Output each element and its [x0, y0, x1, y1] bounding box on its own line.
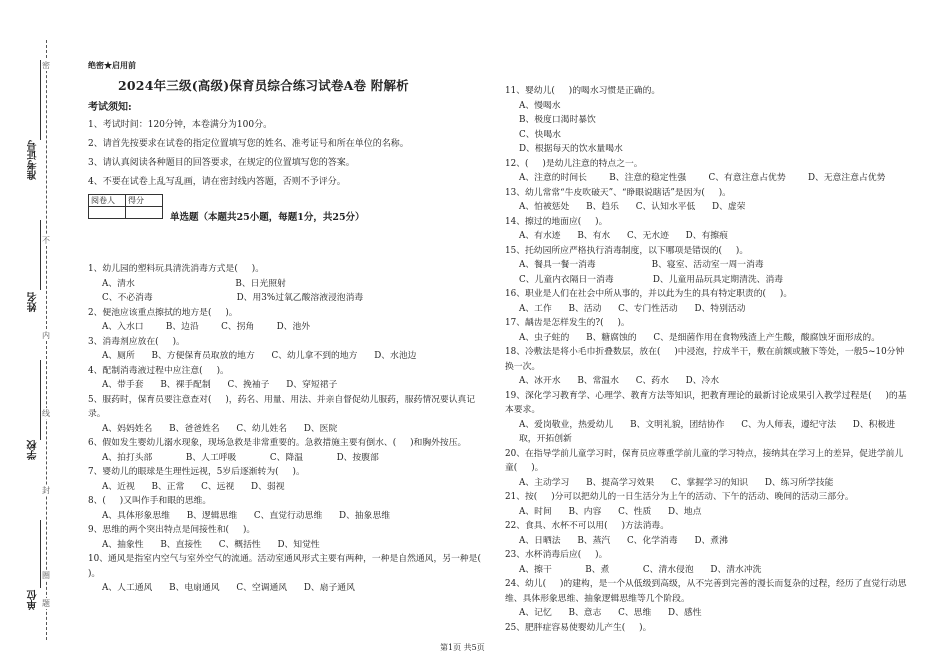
seal-char: 不	[42, 236, 50, 245]
question-options: A、记忆 B、意志 C、思维 D、感性	[519, 608, 702, 618]
score-blank[interactable]	[126, 207, 163, 219]
question-text: 8、( )又叫作手和眼的思维。	[88, 496, 212, 506]
question-options: A、清水 B、日光照射	[102, 278, 286, 289]
name-label: 姓名	[28, 292, 39, 312]
question-options: A、怕被惩处 B、趋乐 C、认知水平低 D、虚荣	[519, 202, 746, 212]
question-options: A、餐具一餐一消毒 B、寝室、活动室一周一消毒	[519, 260, 764, 270]
question-options: A、具体形象思维 B、逻辑思维 C、直觉行动思维 D、抽象思维	[102, 510, 391, 521]
question-text: 17、龋齿是怎样发生的?( )。	[505, 318, 630, 328]
question-options: A、抽象性 B、直接性 C、概括性 D、知觉性	[102, 539, 320, 550]
left-question-column	[88, 262, 495, 596]
question-options: A、时间 B、内容 C、性质 D、地点	[519, 506, 702, 517]
notice-item: 4、不要在试卷上乱写乱画，请在密封线内答题，否则不予评分。	[88, 177, 346, 187]
question-text: 4、配制消毒液过程中应注意( )。	[88, 365, 229, 376]
notice-item: 3、请认真阅读各种题目的回答要求，在规定的位置填写您的答案。	[88, 158, 355, 168]
school-label: 学校	[28, 440, 39, 460]
question-text: 10、通风是指室内空气与室外空气的流通。活动室通风形式主要有两种，一种是自然通风，另一种是( )。	[88, 554, 495, 579]
question-text: 2、便池应该重点擦拭的地方是( )。	[88, 307, 238, 318]
question-options: A、冰开水 B、常温水 C、药水 D、冷水	[519, 376, 720, 386]
question-options: A、近视 B、正常 C、远视 D、弱视	[102, 481, 285, 492]
question-options: A、工作 B、活动 C、专门性活动 D、特别活动	[519, 303, 746, 314]
question-options: A、人工通风 B、电扇通风 C、空调通风 D、扇子通风	[102, 583, 355, 593]
page-footer: 第1页 共5页	[440, 643, 485, 652]
seal-char: 封	[42, 486, 50, 495]
question-options: A、拍打头部 B、人工呼吸 C、降温 D、按腹部	[102, 452, 379, 463]
question-options: A、虫子蛀的 B、糖腐蚀的 C、是细菌作用在食物残渣上产生酸，酸腐蚀牙面形成的。	[519, 332, 880, 343]
score-table	[88, 194, 163, 219]
unit-line	[40, 520, 41, 588]
secret-mark: 绝密★启用前	[88, 60, 136, 70]
score-cell: 得分	[126, 195, 163, 207]
question-options: A、慢喝水	[519, 100, 561, 111]
grader-blank[interactable]	[89, 207, 126, 219]
question-text: 25、肥胖症容易使婴幼儿产生( )。	[505, 622, 652, 633]
unit-label: 单位	[28, 590, 39, 610]
notice-item: 1、考试时间：120分钟，本卷满分为100分。	[88, 120, 273, 130]
notice-heading: 考试须知:	[88, 102, 132, 113]
question-text: 1、幼儿园的塑料玩具清洗消毒方式是( )。	[88, 264, 264, 274]
question-text: 13、幼儿常常“牛皮吹破天”、“睁眼说瞎话”是因为( )。	[505, 187, 731, 198]
question-options: A、注意的时间长 B、注意的稳定性强 C、有意注意占优势 D、无意注意占优势	[519, 173, 886, 183]
question-text: 20、在指导学前儿童学习时，保育员应尊重学前儿童的学习特点，接纳其在学习上的差异，促进学前儿童( )。	[505, 448, 904, 473]
seal-char: 题	[42, 599, 50, 608]
section-heading: 单选题（本题共25小题，每题1分，共25分）	[170, 212, 365, 223]
question-options: A、有水迹 B、有水 C、无水迹 D、有擦痕	[519, 231, 728, 241]
question-text: 3、消毒剂应放在( )。	[88, 336, 185, 347]
question-options: B、极度口渴时暴饮	[519, 115, 596, 125]
question-options: A、日晒法 B、蒸汽 C、化学消毒 D、煮沸	[519, 535, 728, 546]
question-text: 21、按( )分可以把幼儿的一日生活分为上午的活动、下午的活动、晚间的活动三部分。	[505, 492, 854, 502]
exam-number-label: 准考证号	[28, 140, 39, 180]
question-text: 15、托幼园所应严格执行消毒制度，以下哪项是错误的( )。	[505, 245, 749, 256]
question-options: C、快喝水	[519, 129, 561, 140]
question-text: 9、思维的两个突出特点是间接性和( )。	[88, 525, 256, 535]
question-options: A、入水口 B、边沿 C、拐角 D、池外	[102, 322, 311, 332]
question-options: A、擦干 B、煮 C、清水侵泡 D、清水冲洗	[519, 564, 762, 575]
notice-item: 2、请首先按要求在试卷的指定位置填写您的姓名、准考证号和所在单位的名称。	[88, 139, 409, 149]
page-title: 2024年三级(高级)保育员综合练习试卷A卷 附解析	[118, 78, 409, 93]
seal-char: 内	[42, 331, 50, 340]
notice-list	[88, 116, 409, 192]
question-text: 5、服药时，保育员要注意查对( )，药名、用量、用法、并亲自督促幼儿服药，服药情况要认真记录。	[88, 394, 476, 419]
question-text: 12、( )是幼儿注意的特点之一。	[505, 158, 643, 169]
school-line	[40, 360, 41, 440]
question-text: 6、假如发生婴幼儿溺水现象，现场急救是非常重要的。急救措施主要有倒水、( )和胸外按压。	[88, 438, 467, 448]
seal-char: 圈	[42, 571, 50, 580]
question-options: A、主动学习 B、提高学习效果 C、掌握学习的知识 D、练习所学技能	[519, 477, 834, 488]
question-options: C、儿童内衣隔日一消毒 D、儿童用品玩具定期清洗、消毒	[519, 274, 784, 285]
question-text: 23、水杯消毒后应( )。	[505, 550, 608, 560]
question-options: C、不必消毒 D、用3%过氧乙酸溶液浸泡消毒	[102, 293, 364, 303]
question-text: 19、深化学习教育学、心理学、教育方法等知识，把教育理论的最新讨论成果引入教学过程是( )的基本要求。	[505, 390, 907, 415]
grader-cell: 阅卷人	[89, 195, 126, 207]
question-text: 7、婴幼儿的眼球是生理性远视，5岁后逐渐转为( )。	[88, 467, 305, 477]
question-options: A、厕所 B、方便保育员取放的地方 C、幼儿拿不到的地方 D、水池边	[102, 351, 417, 361]
question-options: A、带手套 B、裸手配制 C、挽袖子 D、穿短裙子	[102, 380, 338, 390]
question-text: 22、食具、水杯不可以用( )方法消毒。	[505, 521, 669, 531]
question-options: A、爱岗敬业，热爱幼儿 B、文明礼貌，团结协作 C、为人师表，遵纪守法 D、积极进取，开拓创新	[519, 419, 896, 444]
question-options: A、妈妈姓名 B、爸爸姓名 C、幼儿姓名 D、医院	[102, 423, 338, 434]
question-text: 16、职业是人们在社会中所从事的，并以此为生的具有特定职责的( )。	[505, 289, 793, 299]
seal-char: 密	[42, 61, 50, 70]
name-line	[40, 220, 41, 290]
seal-char: 线	[42, 409, 50, 418]
exam-number-line	[40, 60, 41, 140]
right-question-column	[505, 84, 910, 635]
question-options: D、根据每天的饮水量喝水	[519, 144, 623, 154]
question-text: 24、幼儿( )的建构，是一个从低级到高级，从不完善到完善的漫长而复杂的过程，经历了直觉行动思维、具体形象思维、抽象逻辑思维等几个阶段。	[505, 579, 907, 604]
binding-strip	[0, 0, 60, 671]
question-text: 18、冷敷法是将小毛巾折叠数层，放在( )中浸泡，拧成半干，敷在前额或腋下等处，一般5~10分钟换一次。	[505, 347, 905, 372]
question-text: 14、擦过的地面应( )。	[505, 216, 608, 227]
question-text: 11、婴幼儿( )的喝水习惯是正确的。	[505, 86, 661, 96]
